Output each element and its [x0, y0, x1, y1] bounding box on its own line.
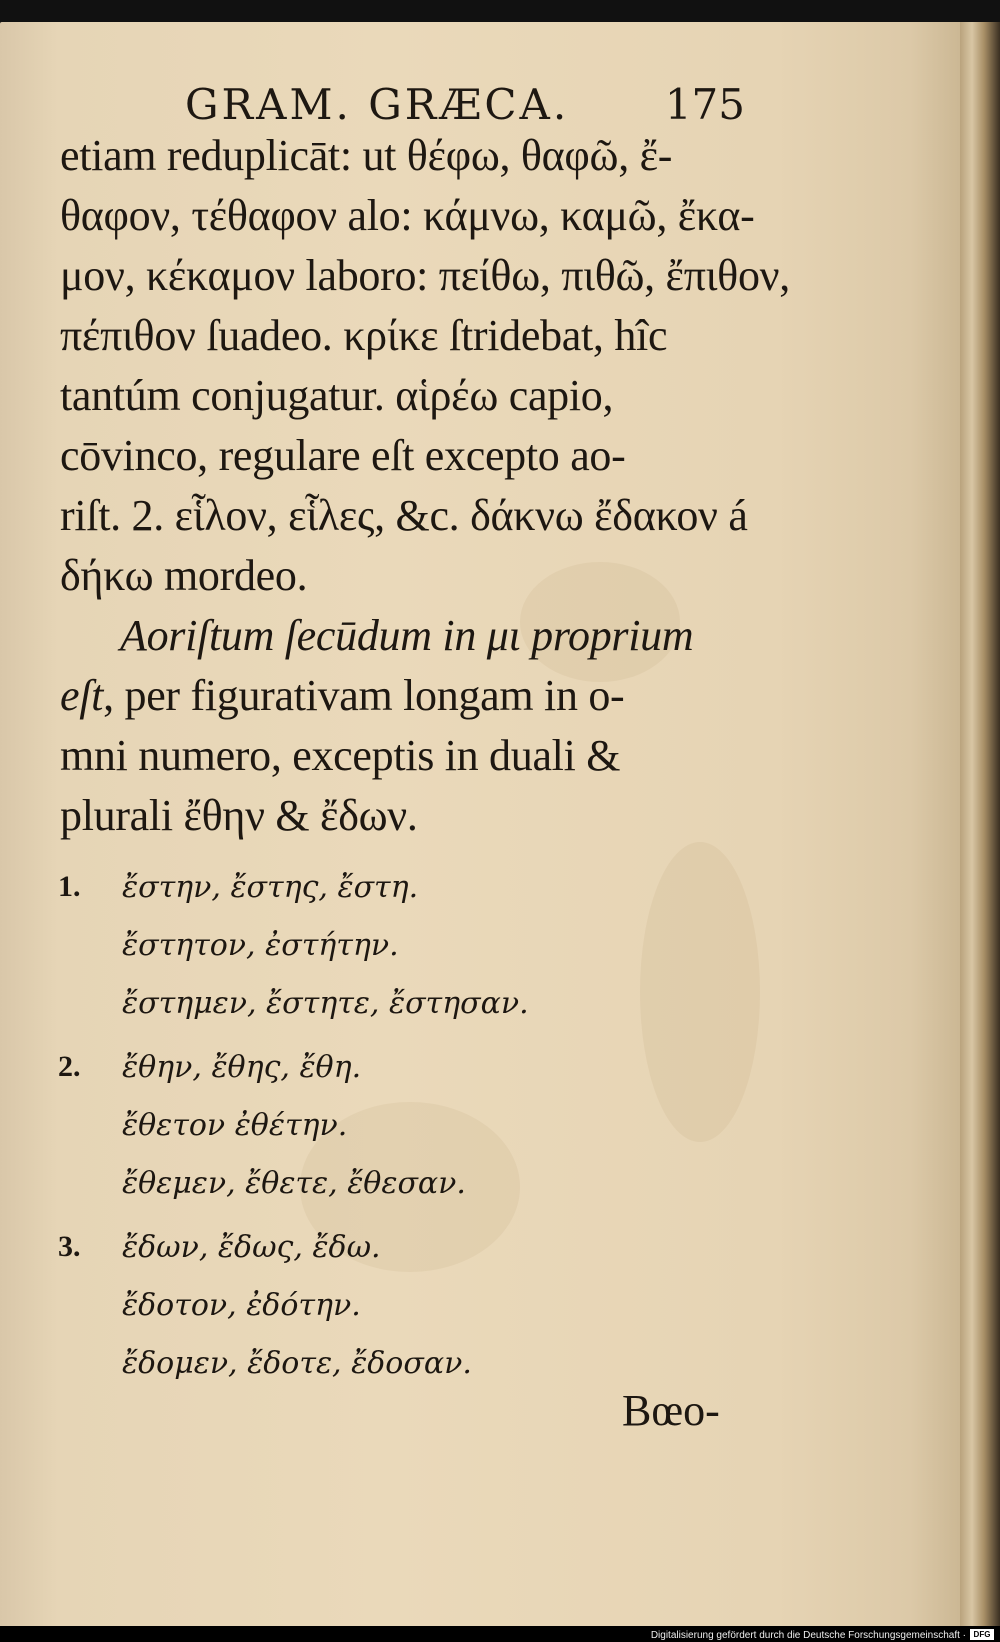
page-number: 175 — [664, 80, 745, 129]
rule-line — [120, 610, 693, 661]
conjugation-line: ἔστητον, ἐστήτην. — [122, 928, 399, 963]
running-head — [185, 72, 745, 132]
conjugation-line: ἔστην, ἔστης, ἔστη. — [122, 870, 419, 905]
rule-italic: Aoriſtum ſecūdum in μι proprium — [120, 611, 694, 660]
text-line: tantúm conjugatur. αἱρέω capio, — [60, 371, 614, 420]
text-line: δήκω mordeo. — [60, 551, 308, 600]
conjugation-line: ἔθην, ἔθης, ἔθη. — [122, 1050, 362, 1085]
conjugation-number: 2. — [58, 1050, 81, 1083]
text-line: riſt. 2. εἷλον, εἷλες, &c. δάκνω ἔδακον á — [60, 491, 748, 540]
running-head-title: GRAM. GRÆCA. — [185, 80, 570, 129]
text-line: πέπιθον ſuadeo. κρίκε ſtridebat, hîc — [60, 311, 668, 360]
conjugation-line: ἔδοτον, ἐδότην. — [122, 1288, 361, 1323]
rule-text: mni numero, exceptis in duali & — [60, 731, 621, 780]
page-edge — [960, 22, 1000, 1630]
conjugation-number: 1. — [58, 870, 81, 903]
conjugation-number: 3. — [58, 1230, 81, 1263]
conjugation-line: ἔθετον ἐθέτην. — [122, 1108, 348, 1143]
rule-line — [60, 730, 620, 781]
conjugation-line: ἔθεμεν, ἔθετε, ἔθεσαν. — [122, 1166, 466, 1201]
footer-credit: Digitalisierung gefördert durch die Deutsche Forschungsgemeinschaft · — [650, 1630, 966, 1641]
rule-text: plurali ἔθην & ἔδων. — [60, 791, 418, 840]
conjugation-line: ἔδομεν, ἔδοτε, ἔδοσαν. — [122, 1346, 472, 1381]
conjugation-line: ἔδων, ἔδως, ἔδω. — [122, 1230, 381, 1265]
rule-text: , per figurativam longam in o- — [103, 671, 625, 720]
dfg-logo-icon: DFG — [970, 1629, 994, 1640]
rule-line — [60, 670, 624, 721]
rule-italic: eſt — [60, 671, 104, 720]
conjugation-line: ἔστημεν, ἔστητε, ἔστησαν. — [122, 986, 529, 1021]
digitization-footer — [0, 1626, 1000, 1642]
text-line: μον, κέκαμον laboro: πείθω, πιθῶ, ἔπιθον, — [60, 251, 790, 300]
text-line: etiam reduplicāt: ut θέφω, θαφῶ, ἔ- — [60, 131, 673, 180]
paper-stain — [640, 842, 760, 1142]
catchword: Bœo- — [622, 1386, 720, 1435]
text-line: cōvinco, regulare eſt excepto ao- — [60, 431, 626, 480]
rule-line — [60, 790, 418, 841]
text-line: θαφον, τέθαφον alo: κάμνω, καμῶ, ἔκα- — [60, 191, 755, 240]
